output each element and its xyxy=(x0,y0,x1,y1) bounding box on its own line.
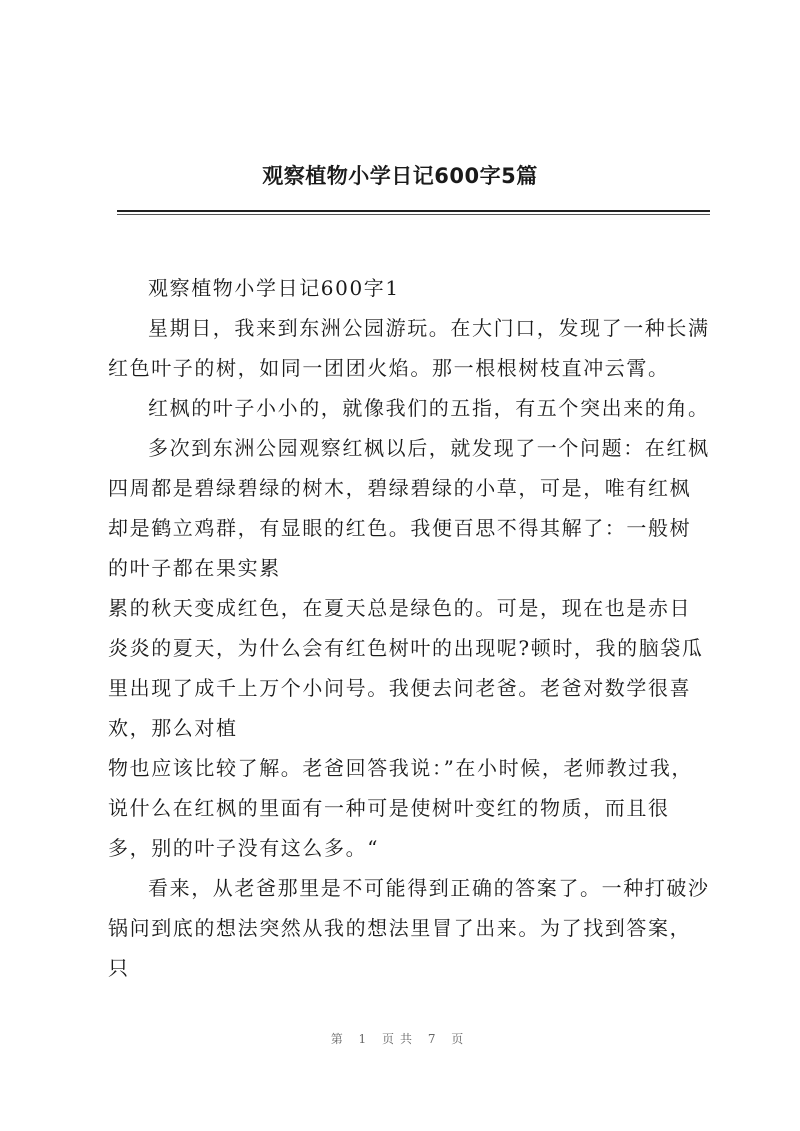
paragraph: 看来，从老爸那里是不可能得到正确的答案了。一种打破沙锅问到底的想法突然从我的想法里冒了出来。为了找到答案，只 xyxy=(108,876,710,980)
paragraph: 红枫的叶子小小的，就像我们的五指，有五个突出来的角。 xyxy=(148,396,710,420)
section-heading: 观察植物小学日记600字1 xyxy=(148,276,400,300)
document-body xyxy=(108,268,712,988)
paragraph: 物也应该比较了解。老爸回答我说：”在小时候，老师教过我，说什么在红枫的里面有一种可是使树叶变红的物质，而且很多，别的叶子没有这么多。“ xyxy=(108,756,694,860)
title-divider xyxy=(117,210,710,212)
paragraph: 累的秋天变成红色，在夏天总是绿色的。可是，现在也是赤日炎炎的夏天，为什么会有红色树叶的出现呢?顿时，我的脑袋瓜里出现了成千上万个小问号。我便去问老爸。老爸对数学很喜欢，那么对植 xyxy=(108,596,704,740)
document-title: 观察植物小学日记600字5篇 xyxy=(262,164,538,188)
page-footer: 第 1 页共 7 页 xyxy=(330,1032,470,1046)
title-divider-thin xyxy=(117,214,710,215)
paragraph: 星期日，我来到东洲公园游玩。在大门口，发现了一种长满红色叶子的树，如同一团团火焰。那一根根树枝直冲云霄。 xyxy=(108,316,710,380)
paragraph: 多次到东洲公园观察红枫以后，就发现了一个问题：在红枫四周都是碧绿碧绿的树木，碧绿碧绿的小草，可是，唯有红枫却是鹤立鸡群，有显眼的红色。我便百思不得其解了：一般树的叶子都在果实累 xyxy=(108,436,710,580)
